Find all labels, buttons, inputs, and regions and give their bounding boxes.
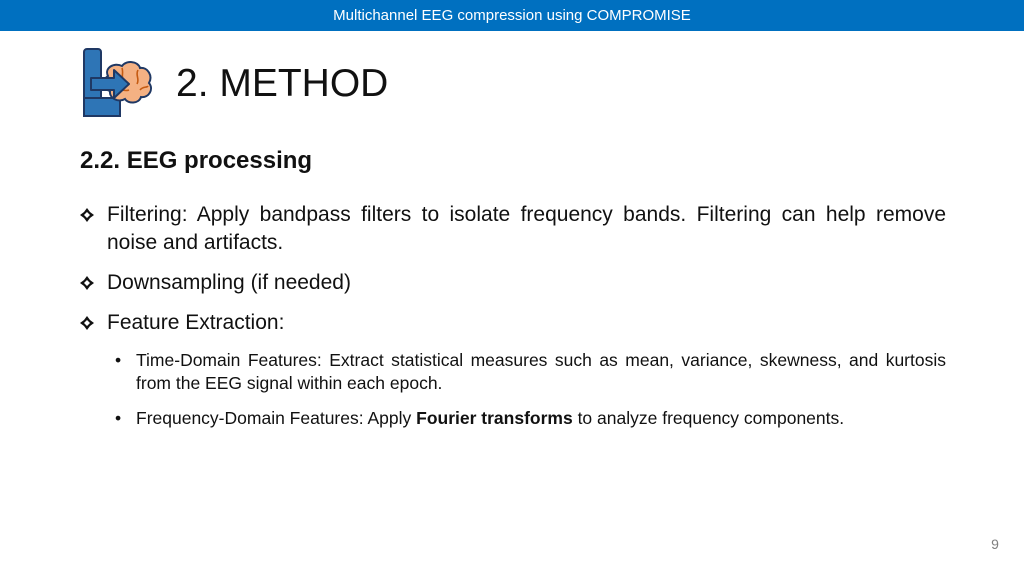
sub-bullet-frequency-domain: [115, 407, 946, 430]
bullet-dot-icon: •: [115, 408, 122, 428]
slide-title: 2. METHOD: [176, 62, 389, 105]
header-banner: [0, 0, 1024, 31]
sub-bullet-list: [115, 349, 946, 430]
header-banner-text: Multichannel EEG compression using COMPROMISE: [333, 7, 691, 24]
bullet-text: Downsampling (if needed): [107, 271, 351, 294]
sub-bullet-text-before: Frequency-Domain Features: Apply: [136, 408, 417, 428]
brain-arrow-logo-icon: [80, 46, 156, 122]
bullet-dot-icon: •: [115, 350, 122, 370]
sub-bullet-text-after: to analyze frequency components.: [572, 408, 845, 428]
bullet-text: Feature Extraction:: [107, 311, 285, 334]
diamond-bullet-icon: [80, 316, 94, 330]
sub-bullet-time-domain: [115, 349, 946, 395]
diamond-bullet-icon: [80, 208, 94, 222]
sub-bullet-bold-text: Fourier transforms: [416, 408, 573, 428]
bullet-list: [80, 201, 946, 442]
bullet-item-downsampling: [80, 269, 946, 297]
page-number: 9: [991, 536, 999, 552]
bullet-item-filtering: [80, 201, 946, 257]
diamond-bullet-icon: [80, 276, 94, 290]
section-heading: 2.2. EEG processing: [80, 147, 313, 174]
sub-bullet-text: Time-Domain Features: Extract statistical measures such as mean, variance, skewness, and kurtosis from the EEG signal within each epoch.: [136, 350, 946, 393]
bullet-text: Filtering: Apply bandpass filters to isolate frequency bands. Filtering can help remove noise and artifacts.: [107, 203, 946, 254]
bullet-item-feature-extraction: [80, 309, 946, 337]
